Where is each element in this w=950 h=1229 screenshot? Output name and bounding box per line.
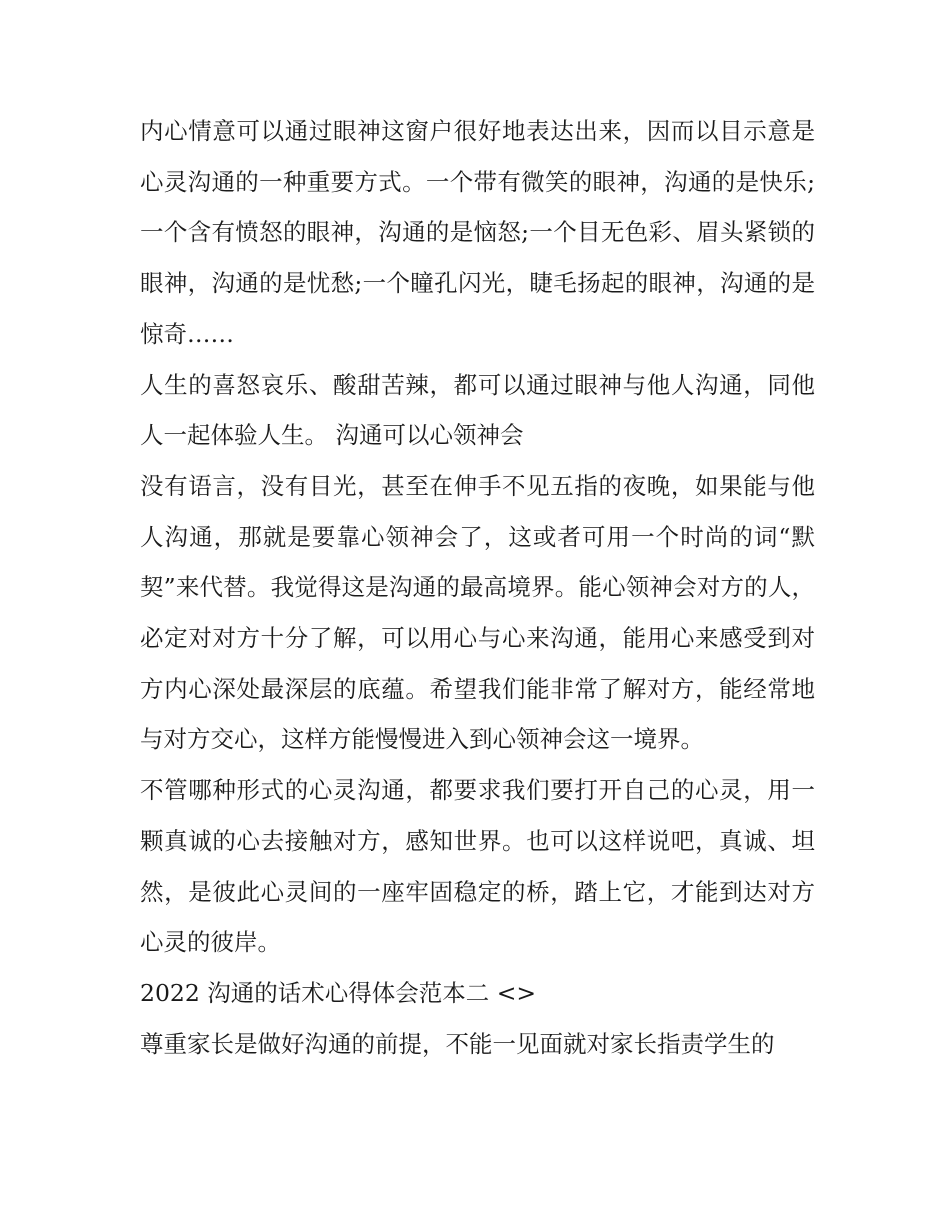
section-heading-sample-two: 2022 沟通的话术心得体会范本二 <> (140, 978, 537, 1007)
paragraph-life-emotions: 人生的喜怒哀乐、酸甜苦辣，都可以通过眼神与他人沟通，同他人一起体验人生。 沟通可以心领神会 (140, 370, 815, 450)
paragraph-open-heart: 不管哪种形式的心灵沟通，都要求我们要打开自己的心灵，用一颗真诚的心去接触对方，感知世界。也可以这样说吧，真诚、坦然，是彼此心灵间的一座牢固稳定的桥，踏上它，才能到达对方心灵的彼岸。 (140, 776, 815, 957)
paragraph-tacit-understanding: 没有语言，没有目光，甚至在伸手不见五指的夜晚，如果能与他人沟通，那就是要靠心领神会了，这或者可用一个时尚的词“默契”来代替。我觉得这是沟通的最高境界。能心领神会对方的人，必定对对方十分了解，可以用心与心来沟通，能用心来感受到对方内心深处最深层的底蕴。希望我们能非常了解对方，能经常地与对方交心，这样方能慢慢进入到心领神会这一境界。 (140, 471, 815, 754)
paragraph-respect-parents: 尊重家长是做好沟通的前提，不能一见面就对家长指责学生的 (140, 1029, 775, 1058)
document-body (140, 106, 815, 1069)
paragraph-eye-expression: 内心情意可以通过眼神这窗户很好地表达出来，因而以目示意是心灵沟通的一种重要方式。一个带有微笑的眼神，沟通的是快乐;一个含有愤怒的眼神，沟通的是恼怒;一个目无色彩、眉头紧锁的眼神，沟通的是忧愁;一个瞳孔闪光，睫毛扬起的眼神，沟通的是惊奇…… (140, 117, 815, 348)
